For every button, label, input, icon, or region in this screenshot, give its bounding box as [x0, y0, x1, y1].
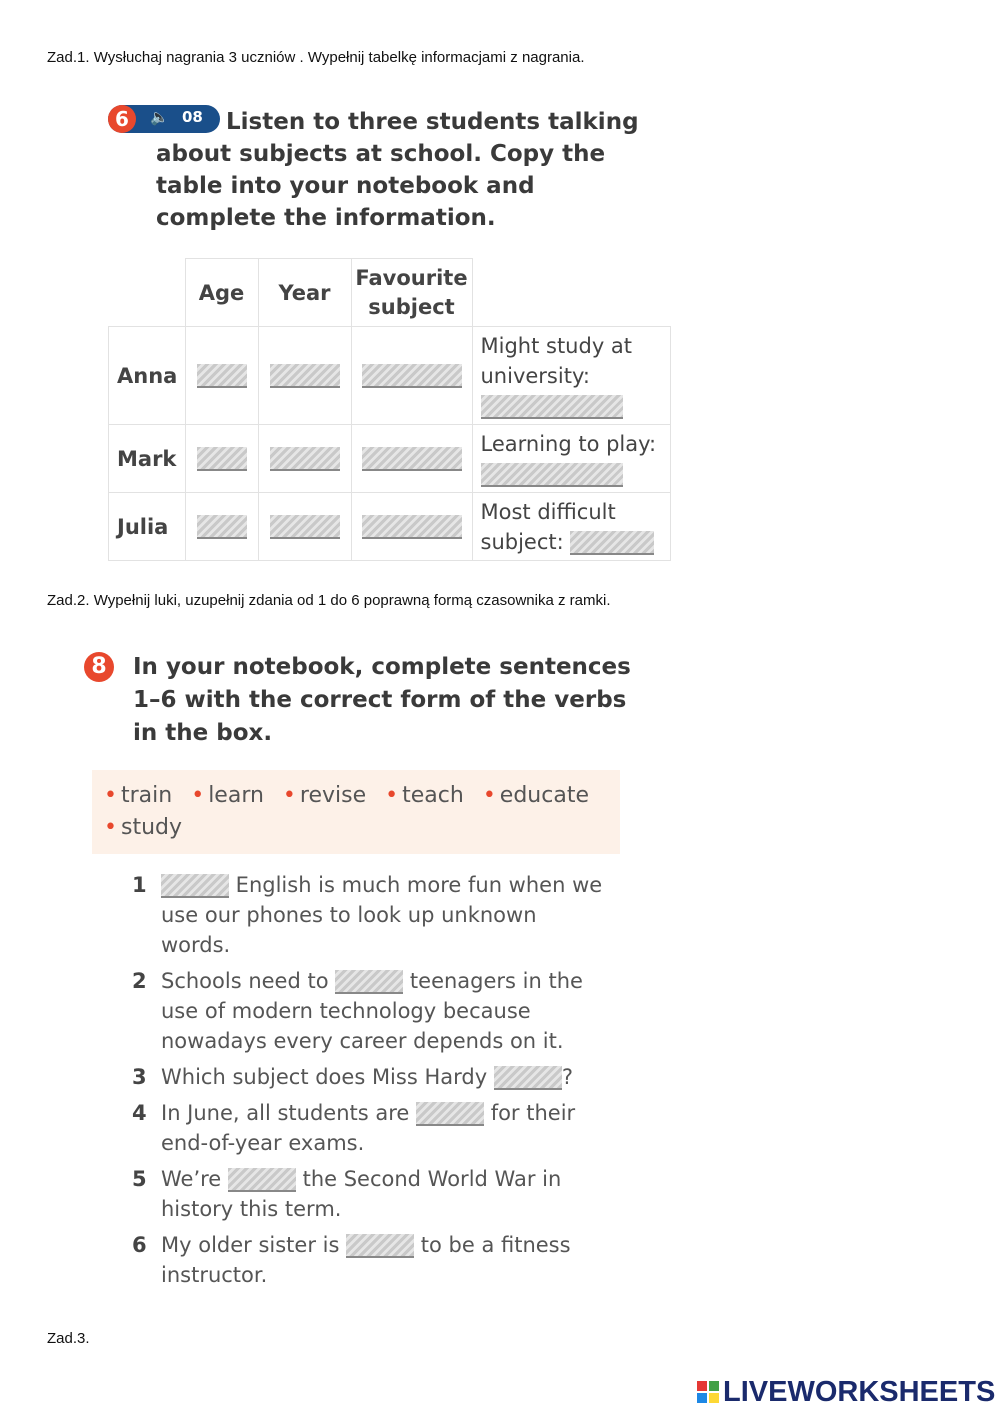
sentence-text-before: In June, all students are — [161, 1101, 417, 1125]
col-header-age: Age — [185, 259, 258, 327]
corner-cell — [109, 259, 186, 327]
verb-box: • train • learn • revise • teach • educate • study — [92, 770, 620, 854]
audio-track-number: 08 — [182, 108, 203, 126]
answer-gap[interactable] — [161, 874, 229, 898]
sentence-text-after: the Second World War in history this term. — [161, 1167, 562, 1221]
answer-gap[interactable] — [570, 531, 654, 555]
sentence-number: 3 — [132, 1065, 147, 1089]
answer-gap[interactable] — [197, 364, 247, 388]
row-extra-label: Most difficult subject: — [480, 499, 616, 554]
logo-mark-icon — [697, 1381, 719, 1403]
row-extra-label: Learning to play: — [480, 431, 657, 456]
sentence-text-after: to be a fitness instructor. — [161, 1233, 571, 1287]
list-item — [132, 870, 612, 960]
verb-word: train — [120, 783, 173, 808]
verb-word: revise — [299, 783, 367, 808]
list-item — [132, 1230, 612, 1290]
verb-word: educate — [499, 783, 589, 808]
sentence-text-after: for their end-of-year exams. — [161, 1101, 576, 1155]
sentence-number: 1 — [132, 873, 147, 897]
zad3-label: Zad.3. — [47, 1330, 90, 1347]
sentence-list — [132, 870, 612, 1296]
exercise-6-title: Listen to three students talking about subjects at school. Copy the table into your notebook and complete the information. — [156, 109, 639, 231]
speaker-icon[interactable]: 🔈 — [150, 108, 169, 126]
header-spacer — [472, 259, 671, 327]
row-name: Julia — [109, 493, 186, 561]
sentence-text-before: My older sister is — [161, 1233, 347, 1257]
list-item — [132, 966, 612, 1056]
exercise-8-title: In your notebook, complete sentences 1–6 with the correct form of the verbs in the box. — [133, 654, 631, 746]
sentence-number: 4 — [132, 1101, 147, 1125]
exercise-6-number: 6 — [108, 105, 136, 133]
student-info-table — [108, 258, 671, 561]
sentence-text-after: teenagers in the use of modern technology because nowadays every career depends on it. — [161, 969, 583, 1053]
verb-word: study — [120, 815, 182, 840]
sentence-number: 5 — [132, 1167, 147, 1191]
list-item — [132, 1098, 612, 1158]
liveworksheets-logo[interactable] — [697, 1375, 995, 1409]
zad2-instruction: Zad.2. Wypełnij luki, uzupełnij zdania od 1 do 6 poprawną formą czasownika z ramki. — [47, 592, 611, 609]
answer-gap[interactable] — [270, 447, 340, 471]
answer-gap[interactable] — [362, 515, 462, 539]
answer-gap[interactable] — [494, 1066, 562, 1090]
verb-word: teach — [402, 783, 464, 808]
answer-gap[interactable] — [481, 463, 623, 487]
answer-gap[interactable] — [197, 447, 247, 471]
sentence-text-before: Schools need to — [161, 969, 336, 993]
col-header-year: Year — [258, 259, 351, 327]
sentence-number: 2 — [132, 969, 147, 993]
answer-gap[interactable] — [228, 1168, 296, 1192]
col-header-favourite-subject: Favourite subject — [351, 259, 472, 327]
answer-gap[interactable] — [362, 364, 462, 388]
table-row — [109, 327, 671, 425]
zad1-instruction: Zad.1. Wysłuchaj nagrania 3 uczniów . Wypełnij tabelkę informacjami z nagrania. — [47, 49, 585, 66]
logo-text: LIVEWORKSHEETS — [723, 1375, 996, 1408]
answer-gap[interactable] — [362, 447, 462, 471]
answer-gap[interactable] — [270, 364, 340, 388]
row-name: Anna — [109, 327, 186, 425]
exercise-8-number: 8 — [84, 652, 114, 682]
answer-gap[interactable] — [481, 395, 623, 419]
list-item — [132, 1062, 612, 1092]
sentence-number: 6 — [132, 1233, 147, 1257]
list-item — [132, 1164, 612, 1224]
sentence-text-after: ? — [561, 1065, 573, 1089]
answer-gap[interactable] — [270, 515, 340, 539]
row-name: Mark — [109, 425, 186, 493]
table-row — [109, 493, 671, 561]
sentence-text-before: We’re — [161, 1167, 228, 1191]
table-row — [109, 425, 671, 493]
verb-word: learn — [208, 783, 264, 808]
answer-gap[interactable] — [197, 515, 247, 539]
sentence-text-after: English is much more fun when we use our phones to look up unknown words. — [161, 873, 603, 957]
sentence-text-before: Which subject does Miss Hardy — [161, 1065, 494, 1089]
row-extra-label: Might study at university: — [480, 333, 633, 388]
answer-gap[interactable] — [335, 970, 403, 994]
answer-gap[interactable] — [416, 1102, 484, 1126]
answer-gap[interactable] — [346, 1234, 414, 1258]
